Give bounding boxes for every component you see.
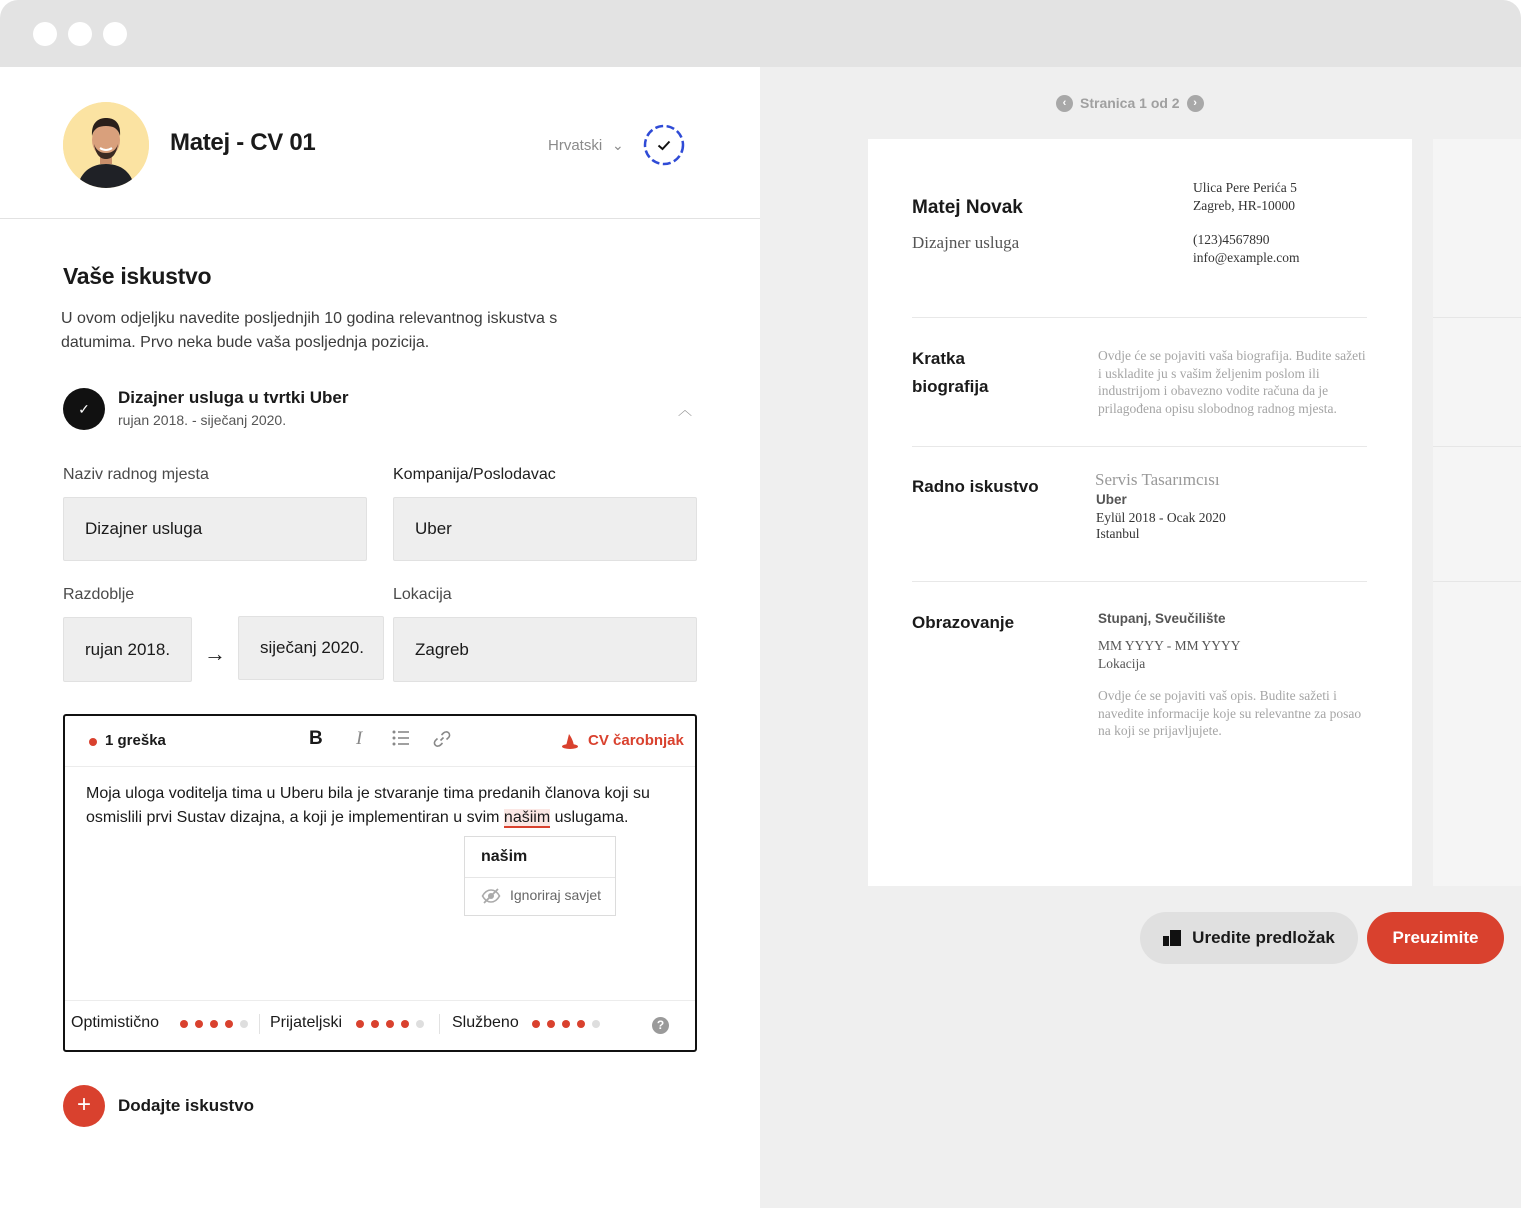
tone-dot — [416, 1020, 424, 1028]
tone-divider — [65, 1000, 695, 1001]
resume-address-line2: Zagreb, HR-10000 — [1193, 198, 1295, 213]
tone-label-formal: Službeno — [452, 1014, 519, 1031]
tone-label-friendly: Prijateljski — [270, 1014, 343, 1031]
editor-panel — [0, 67, 760, 1208]
tone-separator — [259, 1014, 260, 1034]
window-close-dot[interactable] — [33, 22, 57, 46]
avatar[interactable] — [63, 102, 149, 188]
job-title-input[interactable]: Dizajner usluga — [63, 497, 367, 561]
page-indicator: Stranica 1 od 2 — [1080, 95, 1180, 111]
resume-work-heading: Radno iskustvo — [912, 477, 1039, 496]
section-title: Vaše iskustvo — [63, 263, 212, 289]
text-segment: Moja uloga voditelja tima u Uberu bila je stvaranje tima predanih članova koji su osmislili prvi Sustav dizajna, a koji je implementiran u svim — [86, 785, 650, 826]
bold-button[interactable]: B — [309, 728, 323, 749]
description-editor[interactable] — [63, 714, 697, 1052]
chevron-left-icon[interactable]: ‹ — [1056, 95, 1073, 112]
location-label: Lokacija — [393, 586, 452, 603]
italic-button[interactable]: I — [356, 728, 363, 749]
company-label: Kompanija/Poslodavac — [393, 466, 556, 483]
chevron-up-icon[interactable]: ︿ — [678, 402, 692, 418]
page-navigator — [1056, 94, 1204, 112]
resume-work-dates: Eylül 2018 - Ocak 2020 — [1096, 510, 1226, 525]
tone-dot — [225, 1020, 233, 1028]
error-dot-icon — [89, 738, 97, 746]
resume-email: info@example.com — [1193, 250, 1300, 265]
tone-meter-optimistic — [180, 1020, 248, 1028]
tone-dot — [592, 1020, 600, 1028]
window-maximize-dot[interactable] — [103, 22, 127, 46]
help-icon[interactable]: ? — [652, 1017, 669, 1034]
tone-dot — [577, 1020, 585, 1028]
tone-separator — [439, 1014, 440, 1034]
text-segment-end: uslugama. — [550, 808, 629, 826]
window-titlebar — [0, 0, 1521, 67]
arrow-right-icon: → — [204, 641, 226, 666]
eye-off-icon[interactable] — [481, 886, 501, 906]
error-count[interactable]: 1 greška — [105, 732, 166, 749]
add-experience-label[interactable]: Dodajte iskustvo — [118, 1096, 255, 1115]
resume-degree: Stupanj, Sveučilište — [1098, 611, 1226, 626]
experience-dates: rujan 2018. - siječanj 2020. — [118, 412, 287, 428]
template-icon — [1163, 930, 1181, 946]
language-select[interactable]: Hrvatski — [548, 137, 603, 154]
edit-template-label: Uredite predložak — [1192, 928, 1335, 947]
tone-dot — [356, 1020, 364, 1028]
download-button[interactable]: Preuzimite — [1367, 912, 1504, 964]
popup-divider — [465, 877, 615, 878]
tone-dot — [210, 1020, 218, 1028]
location-input[interactable]: Zagreb — [393, 617, 697, 682]
resume-divider — [912, 446, 1367, 447]
resume-edu-dates: MM YYYY - MM YYYY — [1098, 638, 1241, 653]
resume-education-heading: Obrazovanje — [912, 613, 1015, 632]
ghost-divider — [1433, 581, 1521, 582]
window-minimize-dot[interactable] — [68, 22, 92, 46]
tone-dot — [532, 1020, 540, 1028]
ghost-divider — [1433, 317, 1521, 318]
next-page-preview[interactable] — [1433, 139, 1521, 886]
ignore-suggestion-button[interactable]: Ignoriraj savjet — [510, 887, 602, 903]
spelling-suggestion-popup — [464, 836, 616, 916]
resume-divider — [912, 581, 1367, 582]
header-divider — [0, 218, 760, 219]
resume-bio-heading: Kratka biografija — [912, 349, 989, 396]
cv-wizard-button[interactable]: CV čarobnjak — [588, 732, 684, 749]
user-photo — [63, 102, 149, 188]
suggested-word[interactable]: našim — [481, 848, 528, 865]
resume-bio-text: Ovdje će se pojaviti vaša biografija. Budite sažeti i uskladite ju s vašim željenim poslom ili industrijom i obavezno vodite računa da je prilagođena opisu slobodnog radnog mjesta. — [1098, 348, 1366, 416]
company-input[interactable]: Uber — [393, 497, 697, 561]
resume-job-title: Servis Tasarımcısı — [1095, 470, 1220, 489]
end-date-input[interactable]: siječanj 2020. — [238, 616, 384, 680]
ghost-divider — [1433, 446, 1521, 447]
edit-template-button[interactable] — [1140, 912, 1358, 964]
resume-page[interactable] — [868, 139, 1412, 886]
resume-address-line1: Ulica Pere Perića 5 — [1193, 180, 1297, 195]
tone-dot — [195, 1020, 203, 1028]
link-icon[interactable] — [433, 730, 451, 748]
tone-dot — [401, 1020, 409, 1028]
period-label: Razdoblje — [63, 586, 135, 603]
progress-ring-icon — [642, 123, 686, 167]
tone-dot — [562, 1020, 570, 1028]
resume-edu-location: Lokacija — [1098, 656, 1146, 671]
preview-panel — [760, 67, 1521, 1208]
experience-title[interactable]: Dizajner usluga u tvrtki Uber — [118, 388, 349, 407]
tone-dot — [371, 1020, 379, 1028]
chevron-down-icon[interactable]: ⌄ — [612, 137, 624, 153]
tone-dot — [547, 1020, 555, 1028]
tone-dot — [180, 1020, 188, 1028]
misspelled-word[interactable]: našiim — [503, 808, 551, 826]
job-title-label: Naziv radnog mjesta — [63, 466, 209, 483]
toolbar-divider — [65, 766, 695, 767]
tone-meter-friendly — [356, 1020, 424, 1028]
tone-label-optimistic: Optimistično — [71, 1014, 160, 1031]
wizard-hat-icon — [561, 732, 579, 750]
resume-name: Matej Novak — [912, 197, 1023, 218]
resume-divider — [912, 317, 1367, 318]
bullet-list-icon[interactable] — [392, 730, 410, 746]
add-experience-button[interactable]: + — [63, 1085, 105, 1127]
tone-dot — [240, 1020, 248, 1028]
tone-dot — [386, 1020, 394, 1028]
cv-title[interactable]: Matej - CV 01 — [170, 129, 316, 156]
resume-role: Dizajner usluga — [912, 233, 1020, 252]
resume-phone: (123)4567890 — [1193, 232, 1270, 247]
tone-meter-formal — [532, 1020, 600, 1028]
description-text[interactable] — [86, 782, 676, 829]
chevron-right-icon[interactable]: › — [1187, 95, 1204, 112]
resume-edu-text: Ovdje će se pojaviti vaš opis. Budite sažeti i navedite informacije koje su relevantne za posao na koji se prijavljujete. — [1098, 688, 1362, 738]
start-date-input[interactable]: rujan 2018. — [63, 617, 192, 682]
section-description: U ovom odjeljku navedite posljednjih 10 godina relevantnog iskustva s datumima. Prvo neka bude vaša posljednja pozicija. — [61, 310, 558, 351]
checkmark-icon: ✓ — [63, 388, 105, 430]
resume-company: Uber — [1096, 492, 1127, 507]
resume-work-city: Istanbul — [1096, 526, 1140, 541]
